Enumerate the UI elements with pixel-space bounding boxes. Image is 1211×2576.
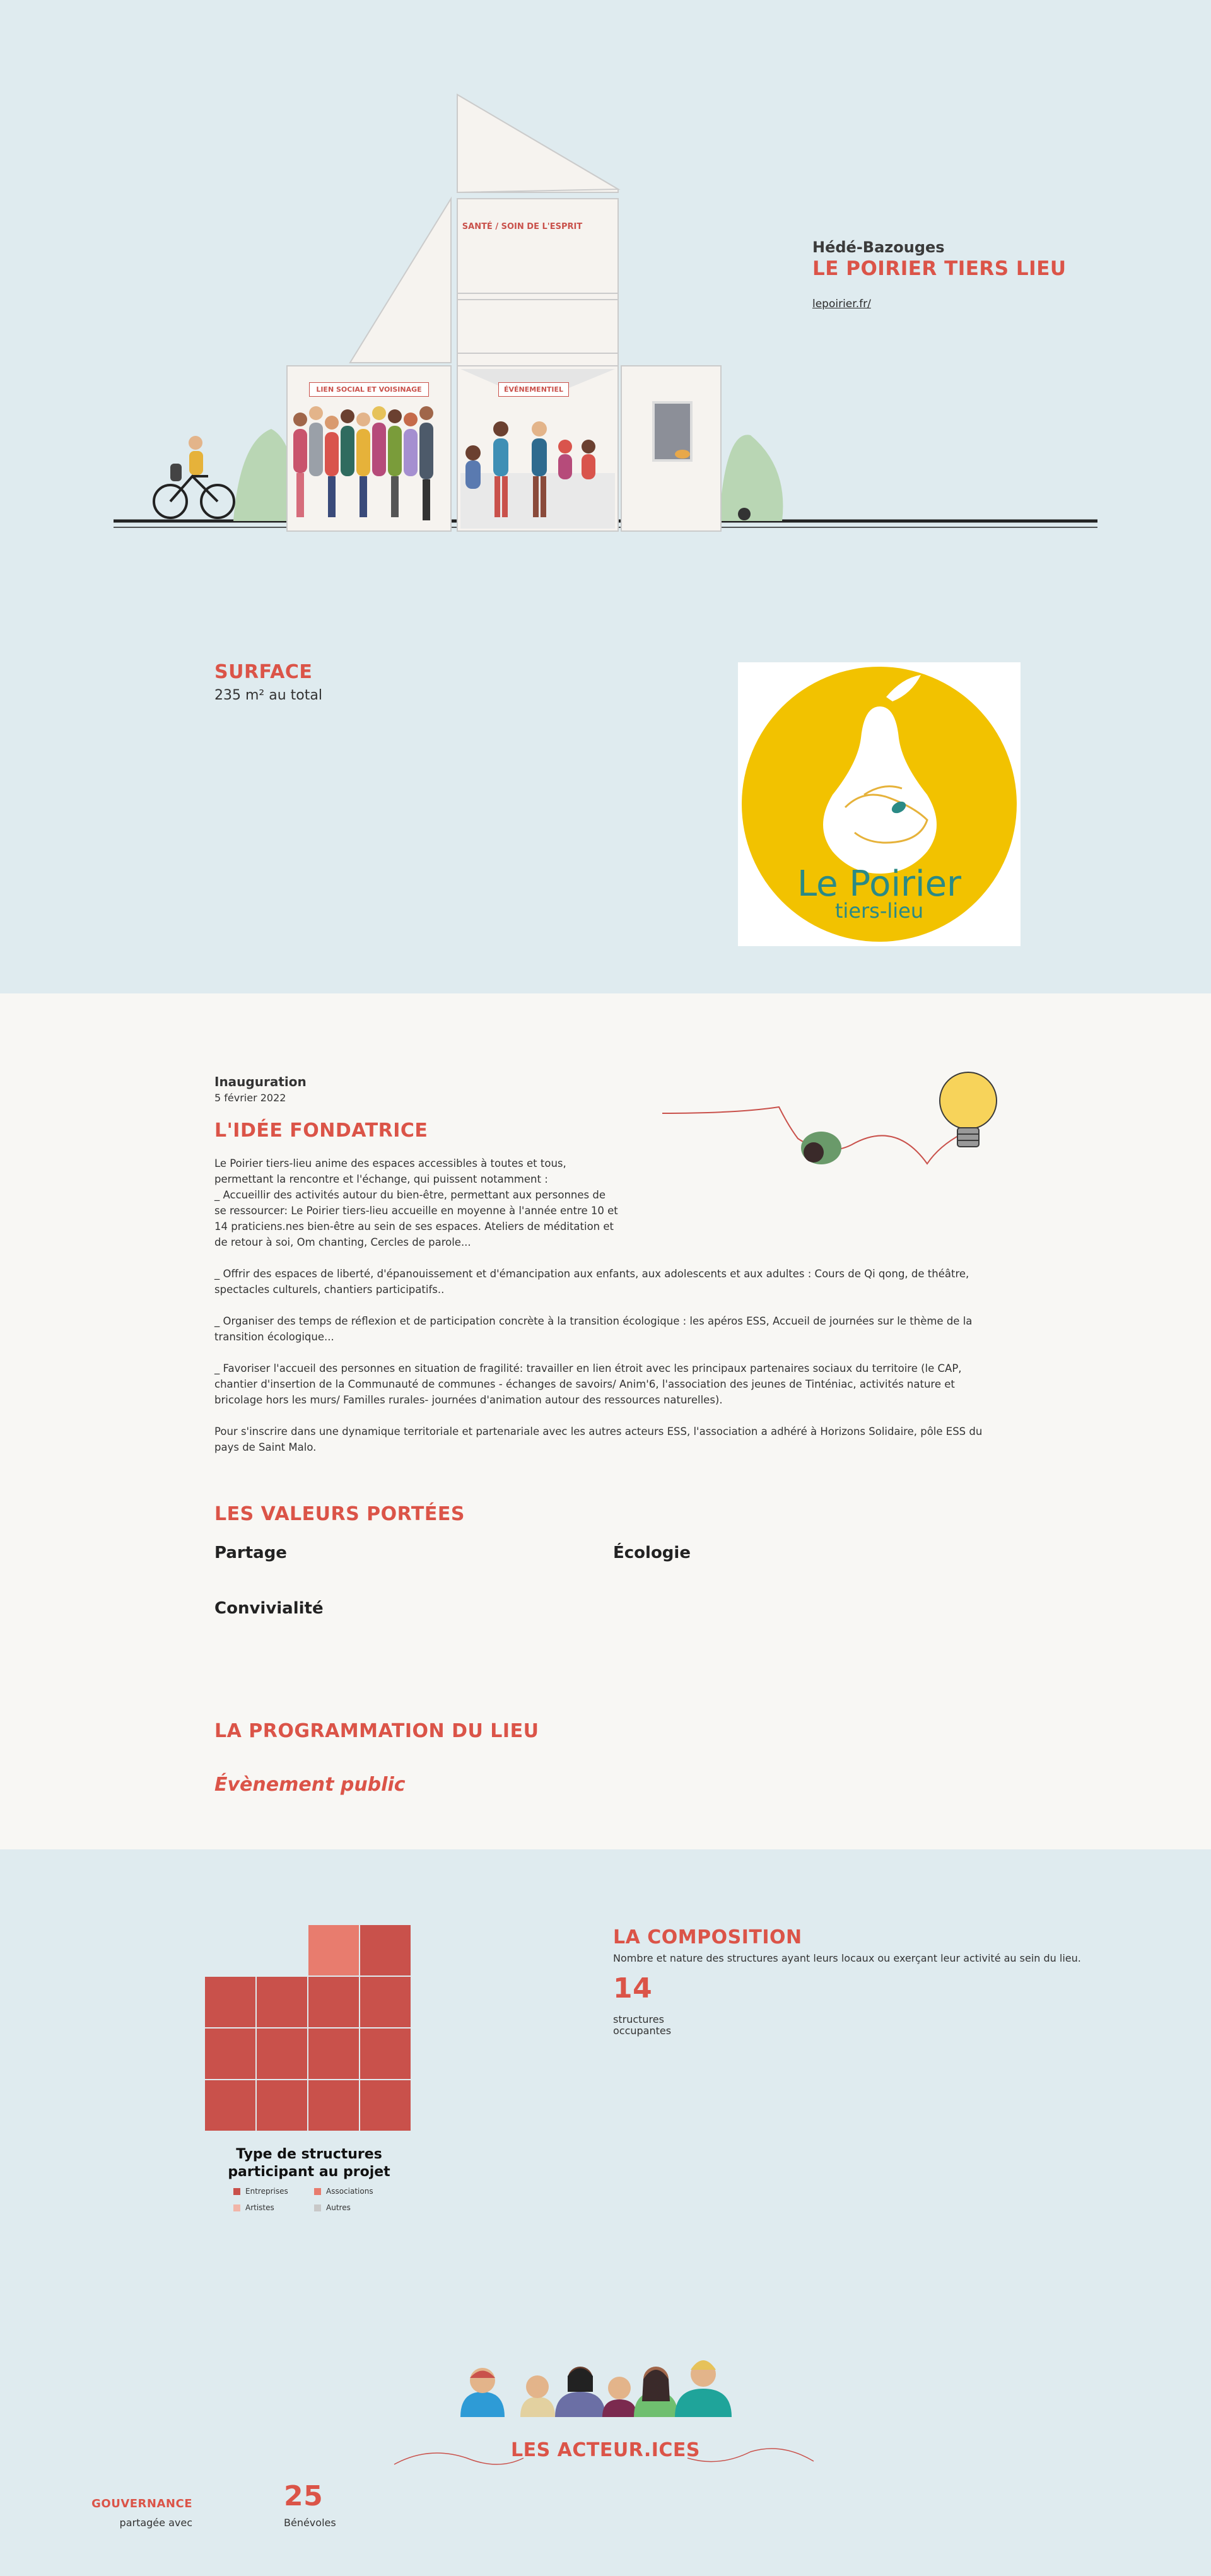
idea-paragraph-3: _ Organiser des temps de réflexion et de participation concrète à la transition écologique : les apéros ESS, Accueil de journées sur le thème de la transition écologique... bbox=[214, 1315, 973, 1343]
inauguration-label: Inauguration bbox=[214, 1074, 307, 1089]
waffle-cell-entreprises bbox=[308, 2029, 359, 2079]
structures-count-label-2: occupantes bbox=[613, 2025, 672, 2037]
hero-section bbox=[0, 0, 1211, 993]
value-item-ecologie: Écologie bbox=[613, 1543, 691, 1562]
chart-title-line-1: Type de structures bbox=[236, 2146, 382, 2162]
idea-paragraph-2: _ Offrir des espaces de liberté, d'épanouissement et d'émancipation aux enfants, aux adolescents et aux adultes : Cours de Qi qong, de théâtre, spectacles culturels, chantiers participatifs.. bbox=[214, 1268, 969, 1296]
chart-title-line-2: participant au projet bbox=[228, 2164, 390, 2180]
legend-entreprises: Entreprises bbox=[233, 2187, 288, 2196]
logo-box bbox=[738, 662, 1021, 946]
structures-count-label-1: structures bbox=[613, 2013, 664, 2025]
website-link[interactable]: lepoirier.fr/ bbox=[812, 298, 871, 310]
hero-title: LE POIRIER TIERS LIEU bbox=[812, 257, 1067, 280]
building-illustration bbox=[107, 88, 1104, 542]
surface-value: 235 m² au total bbox=[214, 688, 322, 703]
event-label: ÉVÉNEMENTIEL bbox=[498, 382, 569, 397]
chart-legend bbox=[233, 2187, 410, 2212]
volunteers-label: Bénévoles bbox=[284, 2517, 336, 2529]
waffle-cell-entreprises bbox=[205, 2029, 255, 2079]
value-item-convivialite: Convivialité bbox=[214, 1599, 324, 1618]
legend-artistes: Artistes bbox=[233, 2203, 274, 2212]
waffle-cell-entreprises bbox=[205, 2080, 255, 2131]
hero-city: Hédé-Bazouges bbox=[812, 238, 945, 256]
actors-title: LES ACTEUR.ICES bbox=[510, 2439, 701, 2461]
surface-title: SURFACE bbox=[214, 661, 313, 683]
inauguration-date: 5 février 2022 bbox=[214, 1092, 286, 1104]
programming-title: LA PROGRAMMATION DU LIEU bbox=[214, 1720, 539, 1742]
composition-section bbox=[0, 1849, 1211, 2576]
pear-logo bbox=[738, 662, 1021, 946]
health-label: SANTÉ / SOIN DE L'ESPRIT bbox=[462, 222, 583, 231]
composition-subtitle: Nombre et nature des structures ayant leurs locaux ou exerçant leur activité au sein du lieu. bbox=[613, 1952, 1081, 1964]
waffle-cell-entreprises bbox=[360, 1925, 411, 1976]
waffle-cell-entreprises bbox=[257, 2080, 307, 2131]
waffle-cell-entreprises bbox=[257, 1977, 307, 2027]
legend-associations: Associations bbox=[314, 2187, 373, 2196]
composition-title: LA COMPOSITION bbox=[613, 1926, 802, 1948]
governance-sub: partagée avec bbox=[119, 2517, 192, 2529]
governance-label: GOUVERNANCE bbox=[91, 2497, 192, 2510]
cyclist-illustration bbox=[154, 436, 234, 518]
idea-paragraph-4: _ Favoriser l'accueil des personnes en situation de fragilité: travailler en lien étroit avec les principaux partenaires sociaux du territoire (le CAP, chantier d'insertion de la Communauté de communes - échanges de savoirs/ Anim'6, l'association des jeunes de Tinténiac, activités nature et bricolage hors les murs/ Familles rurales- journées d'animation autour des ressources naturelles). bbox=[214, 1362, 962, 1406]
idea-paragraph-5: Pour s'inscrire dans une dynamique territoriale et partenariale avec les autres acteurs ESS, l'association a adhéré à Horizons Solidaire, pôle ESS du pays de Saint Malo. bbox=[214, 1426, 983, 1453]
actors-illustration bbox=[397, 2341, 814, 2427]
idea-section bbox=[0, 993, 1211, 1849]
social-label: LIEN SOCIAL ET VOISINAGE bbox=[309, 382, 429, 397]
waffle-cell-associations bbox=[308, 1925, 359, 1976]
waffle-cell-entreprises bbox=[360, 1977, 411, 2027]
waffle-cell-entreprises bbox=[308, 1977, 359, 2027]
waffle-cell-entreprises bbox=[308, 2080, 359, 2131]
waffle-cell-entreprises bbox=[257, 2029, 307, 2079]
logo-subtitle: tiers-lieu bbox=[834, 899, 924, 923]
structures-count: 14 bbox=[613, 1972, 653, 2005]
volunteers-count: 25 bbox=[284, 2480, 324, 2512]
idea-title: L'IDÉE FONDATRICE bbox=[214, 1120, 428, 1142]
structure-waffle-chart bbox=[205, 1925, 413, 2133]
idea-body bbox=[214, 1156, 990, 1471]
legend-autres: Autres bbox=[314, 2203, 351, 2212]
chart-title bbox=[189, 2146, 429, 2181]
programming-item-public-event: Évènement public bbox=[214, 1774, 406, 1796]
values-title: LES VALEURS PORTÉES bbox=[214, 1503, 465, 1525]
waffle-cell-entreprises bbox=[360, 2029, 411, 2079]
waffle-cell-entreprises bbox=[360, 2080, 411, 2131]
value-item-partage: Partage bbox=[214, 1543, 287, 1562]
logo-name: Le Poirier bbox=[797, 864, 962, 905]
waffle-cell-entreprises bbox=[205, 1977, 255, 2027]
idea-paragraph-1: Le Poirier tiers-lieu anime des espaces accessibles à toutes et tous, permettant la rencontre et l'échange, qui puissent notamment : _ Accueillir des activités autour du bien-être, permettant aux personnes de se ressourcer: Le Poirier tiers-lieu accueille en moyenne à l'année entre 10 et 14 praticiens.nes bien-être au sein de ses espaces. Ateliers de méditation et de retour à soi, Om chanting, Cercles de parole... bbox=[214, 1157, 618, 1248]
